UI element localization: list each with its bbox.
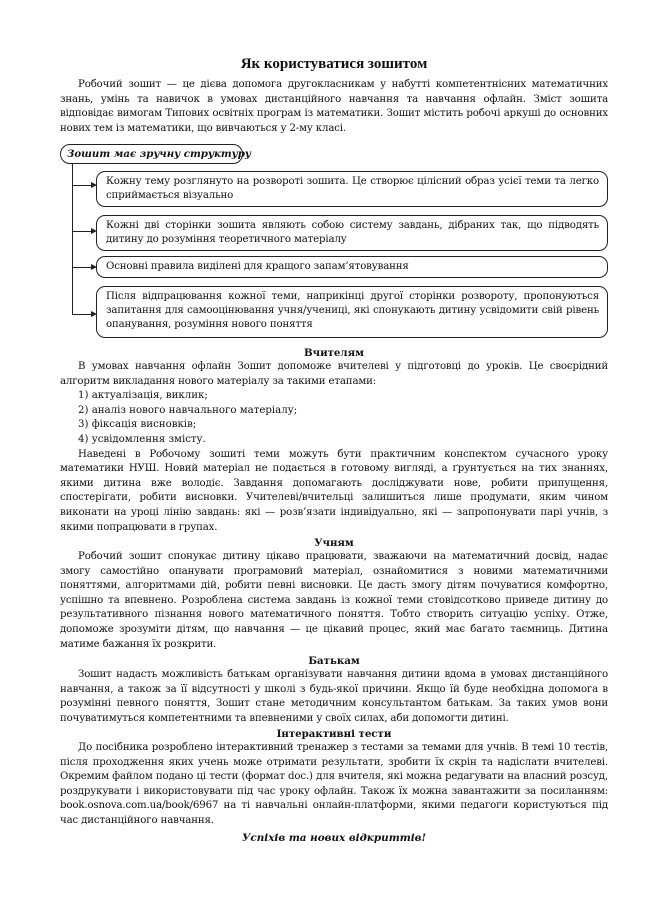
students-section	[60, 550, 608, 652]
teachers-paragraph: В умовах навчання офлайн Зошит допоможе вчителеві у підготовці до уроків. Це своєрідний алгоритм викладання нового матеріалу за такими етапами:	[60, 361, 608, 387]
structure-title: Зошит має зручну структуру	[60, 144, 243, 164]
structure-diagram	[60, 144, 608, 342]
teachers-heading: Вчителям	[304, 347, 364, 359]
parents-heading: Батькам	[308, 655, 360, 667]
parents-paragraph: Зошит надасть можливість батькам організувати навчання дитини вдома в умовах дистанційного навчання, а також за її відсутності у школі з будь-якої причини. Якщо їй буде необхідна допомога в розумінні певного поняття, Зошит стане методичним консультантом батькам. За таких умов вони почуватимуться компетентними та впевненими у своїх силах, аби допомогти дитині.	[60, 669, 608, 724]
list-item: 3) фіксація висновків;	[78, 419, 197, 431]
list-item: 1) актуалізація, виклик;	[78, 390, 208, 402]
list-item: 4) усвідомлення змісту.	[78, 433, 206, 445]
parents-section	[60, 668, 608, 726]
list-item: 2) аналіз нового навчального матеріалу;	[78, 404, 298, 416]
tests-section	[60, 741, 608, 829]
page-title: Як користуватися зошитом	[240, 56, 428, 72]
structure-item: Кожну тему розглянуто на розвороті зошита. Це створює цілісний образ усієї теми та легко сприймається візуально	[96, 171, 608, 207]
intro-paragraph: Робочий зошит — це дієва допомога другокласникам у набутті компетентнісних математичних знань, умінь та навичок в умовах дистанційного навчання та навчання офлайн. Зміст зошита відповідає вимогам Типових освітніх програм із математики. Зошит містить робочі аркуші до основних нових тем із математики, що вивчаються у 2-му класі.	[60, 79, 608, 134]
structure-item: Основні правила виділені для кращого запам’ятовування	[96, 256, 608, 278]
teachers-section	[60, 360, 608, 535]
students-paragraph: Робочий зошит спонукає дитину цікаво працювати, зважаючи на математичний досвід, надає змогу самостійно опанувати програмовий матеріал, ознайомитися з новими математичними поняттями, алгоритмами дій, робити певні висновки. Це дасть змогу дітям почуватися комфортно, успішно та впевнено. Розроблена система завдань із кожної теми стовідсотково приведе дитину до результативного пізнання нового математичного поняття. Тобто створить ситуацію успіху. Отже, допоможе зрозуміти дітям, що навчання — це цікавий процес, який має багато таємниць. Дитина матиме бажання їх розкрити.	[60, 551, 608, 650]
connector-line	[72, 164, 73, 314]
tests-heading: Інтерактивні тести	[276, 728, 392, 740]
closing-wish: Успіхів та нових відкриттів!	[241, 832, 427, 844]
teachers-paragraph: Наведені в Робочому зошиті теми можуть бути практичним конспектом сучасного уроку математики НУШ. Новий матеріал не подається в готовому вигляді, а ґрунтується на тих знаннях, якими дитина вже володіє. Завдання допомагають досліджувати нове, робити припущення, спостерігати, робити висновки. Учителеві/вчительці залишиться лише продумати, яким чином виконати на уроці лінію завдань: які — розв’язати індивідуально, які — запропонувати парі учнів, з якими попрацювати в групах.	[60, 448, 608, 533]
structure-item: Після відпрацювання кожної теми, наприкінці другої сторінки розвороту, пропонуються запитання для самооцінювання учня/учениці, які спонукають дитину усвідомити свій рівень опанування, розуміння нового поняття	[96, 286, 608, 338]
tests-paragraph: До посібника розроблено інтерактивний тренажер з тестами за темами для учнів. В темі 10 тестів, після проходження яких учень може отримати результати, зробити їх скрін та надіслати вчителеві. Окремим файлом подано ці тести (формат doc.) для вчителя, які можна редагувати на власний розсуд, роздрукувати і використовувати під час уроку офлайн. Також їх можна завантажити за посиланням: book.osnova.com.ua/book/6967 на ті навчальні онлайн-платформи, якими педагоги користуються під час дистанційного навчання.	[60, 742, 608, 826]
stages-list	[60, 389, 608, 447]
structure-item: Кожні дві сторінки зошита являють собою систему завдань, дібраних так, що підводять дитину до розуміння теоретичного матеріалу	[96, 215, 608, 251]
students-heading: Учням	[314, 537, 354, 549]
